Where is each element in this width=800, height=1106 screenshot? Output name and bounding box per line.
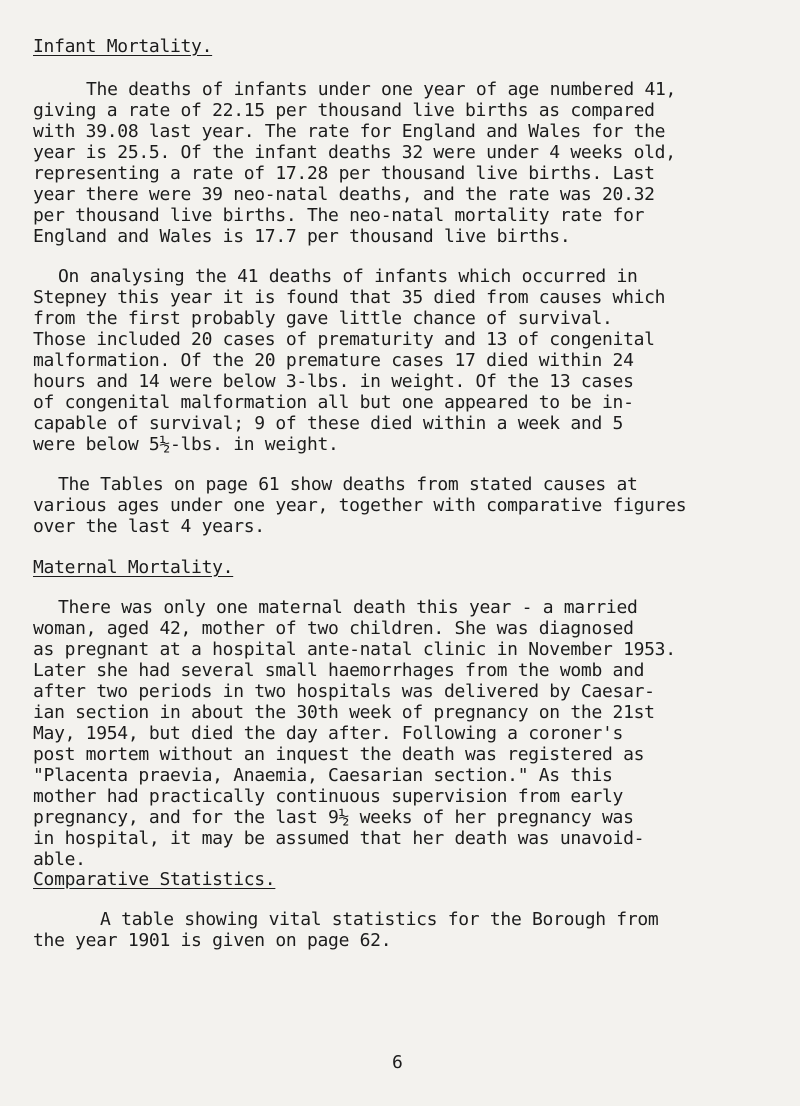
paragraph-line: giving a rate of 22.15 per thousand live births as compared	[33, 100, 655, 121]
section-heading-infant-mortality: Infant Mortality.	[33, 36, 213, 57]
paragraph-line: woman, aged 42, mother of two children. She was diagnosed	[33, 618, 634, 639]
paragraph-line: mother had practically continuous supervision from early	[33, 786, 624, 807]
paragraph-line: of congenital malformation all but one appeared to be in-	[33, 392, 634, 413]
paragraph-line: ian section in about the 30th week of pregnancy on the 21st	[33, 702, 655, 723]
paragraph-line: from the first probably gave little chance of survival.	[33, 308, 613, 329]
section-heading-maternal-mortality: Maternal Mortality.	[33, 557, 234, 578]
paragraph-line: year is 25.5. Of the infant deaths 32 were under 4 weeks old,	[33, 142, 676, 163]
paragraph-line: "Placenta praevia, Anaemia, Caesarian section." As this	[33, 765, 613, 786]
paragraph-line: England and Wales is 17.7 per thousand live births.	[33, 226, 571, 247]
paragraph-line: hours and 14 were below 3-lbs. in weight. Of the 13 cases	[33, 371, 634, 392]
paragraph-line: after two periods in two hospitals was delivered by Caesar-	[33, 681, 655, 702]
paragraph-line: Those included 20 cases of prematurity and 13 of congenital	[33, 329, 655, 350]
paragraph-line: Later she had several small haemorrhages from the womb and	[33, 660, 645, 681]
paragraph-line: On analysing the 41 deaths of infants which occurred in	[58, 266, 638, 287]
paragraph-line: able.	[33, 849, 86, 870]
section-heading-comparative-statistics: Comparative Statistics.	[33, 869, 276, 890]
paragraph-line: as pregnant at a hospital ante-natal clinic in November 1953.	[33, 639, 676, 660]
paragraph-line: There was only one maternal death this year - a married	[58, 597, 638, 618]
paragraph-line: The Tables on page 61 show deaths from stated causes at	[58, 474, 638, 495]
paragraph-line: year there were 39 neo-natal deaths, and the rate was 20.32	[33, 184, 655, 205]
paragraph-line: in hospital, it may be assumed that her death was unavoid-	[33, 828, 645, 849]
paragraph-line: per thousand live births. The neo-natal mortality rate for	[33, 205, 645, 226]
paragraph-line: various ages under one year, together with comparative figures	[33, 495, 687, 516]
paragraph-line: A table showing vital statistics for the Borough from	[100, 909, 659, 930]
paragraph-line: representing a rate of 17.28 per thousand live births. Last	[33, 163, 655, 184]
paragraph-line: with 39.08 last year. The rate for England and Wales for the	[33, 121, 666, 142]
paragraph-line: malformation. Of the 20 premature cases 17 died within 24	[33, 350, 634, 371]
paragraph-line: pregnancy, and for the last 9½ weeks of her pregnancy was	[33, 807, 634, 828]
paragraph-line: May, 1954, but died the day after. Following a coroner's	[33, 723, 624, 744]
paragraph-line: Stepney this year it is found that 35 died from causes which	[33, 287, 666, 308]
page-number: 6	[392, 1052, 403, 1073]
paragraph-line: capable of survival; 9 of these died within a week and 5	[33, 413, 624, 434]
paragraph-line: the year 1901 is given on page 62.	[33, 930, 392, 951]
paragraph-line: were below 5½-lbs. in weight.	[33, 434, 339, 455]
paragraph-line: The deaths of infants under one year of age numbered 41,	[86, 79, 677, 100]
paragraph-line: post mortem without an inquest the death was registered as	[33, 744, 645, 765]
paragraph-line: over the last 4 years.	[33, 516, 265, 537]
